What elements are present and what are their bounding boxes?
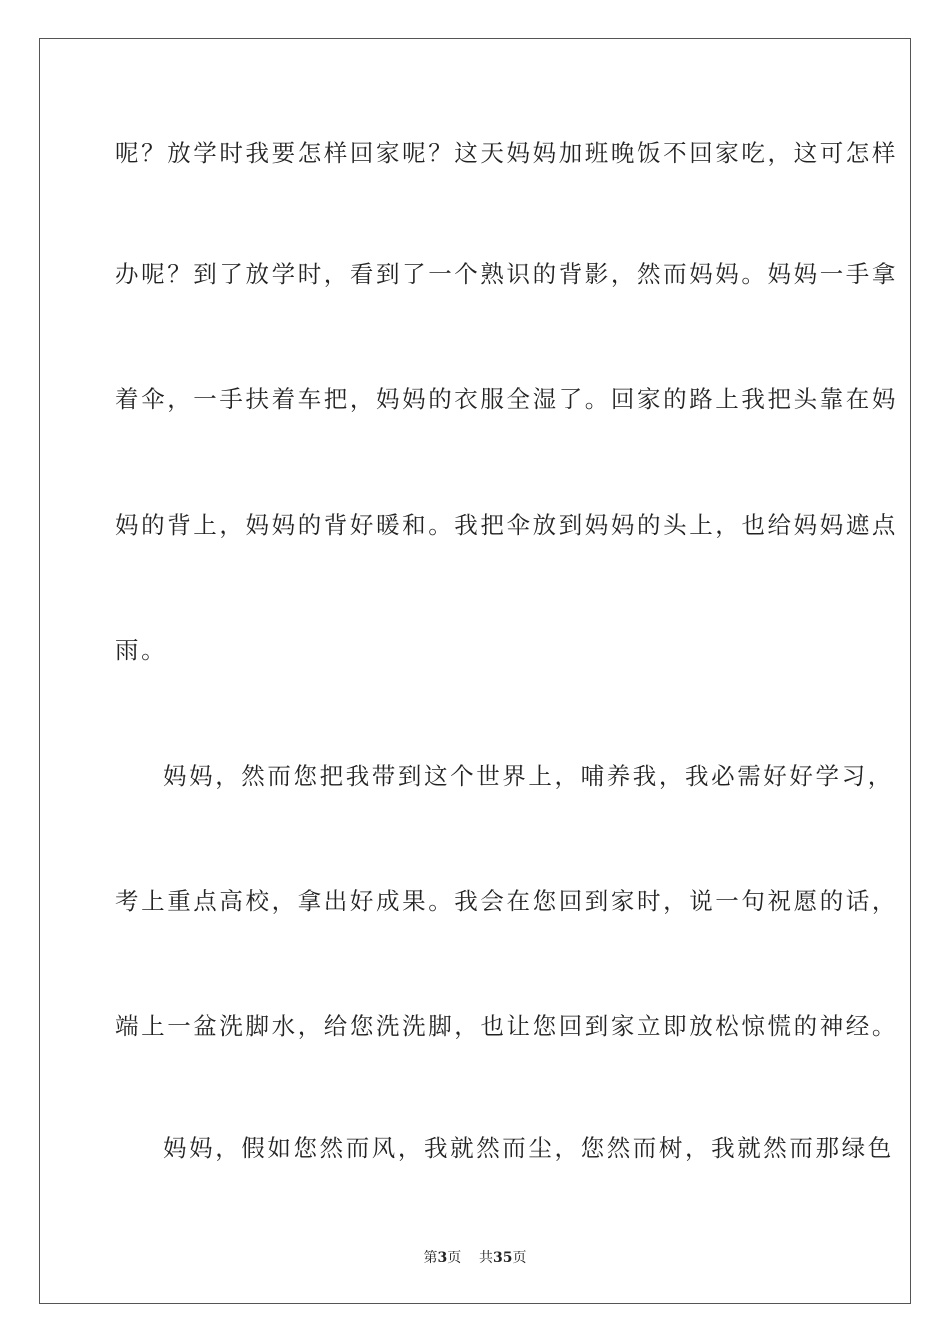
footer-page-prefix: 第	[423, 1250, 438, 1266]
text-line: 妈的背上，妈妈的背好暖和。我把伞放到妈妈的头上，也给妈妈遮点	[115, 511, 898, 539]
text-line: 雨。	[115, 636, 168, 664]
footer-total-suffix: 页	[512, 1250, 527, 1266]
text-line: 妈妈，假如您然而风，我就然而尘，您然而树，我就然而那绿色	[163, 1134, 894, 1162]
text-line: 呢？放学时我要怎样回家呢？这天妈妈加班晚饭不回家吃，这可怎样	[115, 139, 898, 167]
text-line: 端上一盆洗脚水，给您洗洗脚，也让您回到家立即放松惊慌的神经。	[115, 1012, 898, 1040]
footer-page-number: 3	[437, 1250, 448, 1266]
page-border	[39, 38, 911, 1304]
footer-total-prefix: 共	[479, 1250, 494, 1266]
page-footer	[0, 1247, 950, 1267]
footer-page-suffix: 页	[447, 1250, 462, 1266]
footer-total-pages: 35	[493, 1250, 513, 1266]
text-line: 着伞，一手扶着车把，妈妈的衣服全湿了。回家的路上我把头靠在妈	[115, 385, 898, 413]
text-line: 办呢？到了放学时，看到了一个熟识的背影，然而妈妈。妈妈一手拿	[115, 260, 898, 288]
text-line: 考上重点高校，拿出好成果。我会在您回到家时，说一句祝愿的话，	[115, 887, 898, 915]
text-line: 妈妈，然而您把我带到这个世界上，哺养我，我必需好好学习，	[163, 762, 894, 790]
